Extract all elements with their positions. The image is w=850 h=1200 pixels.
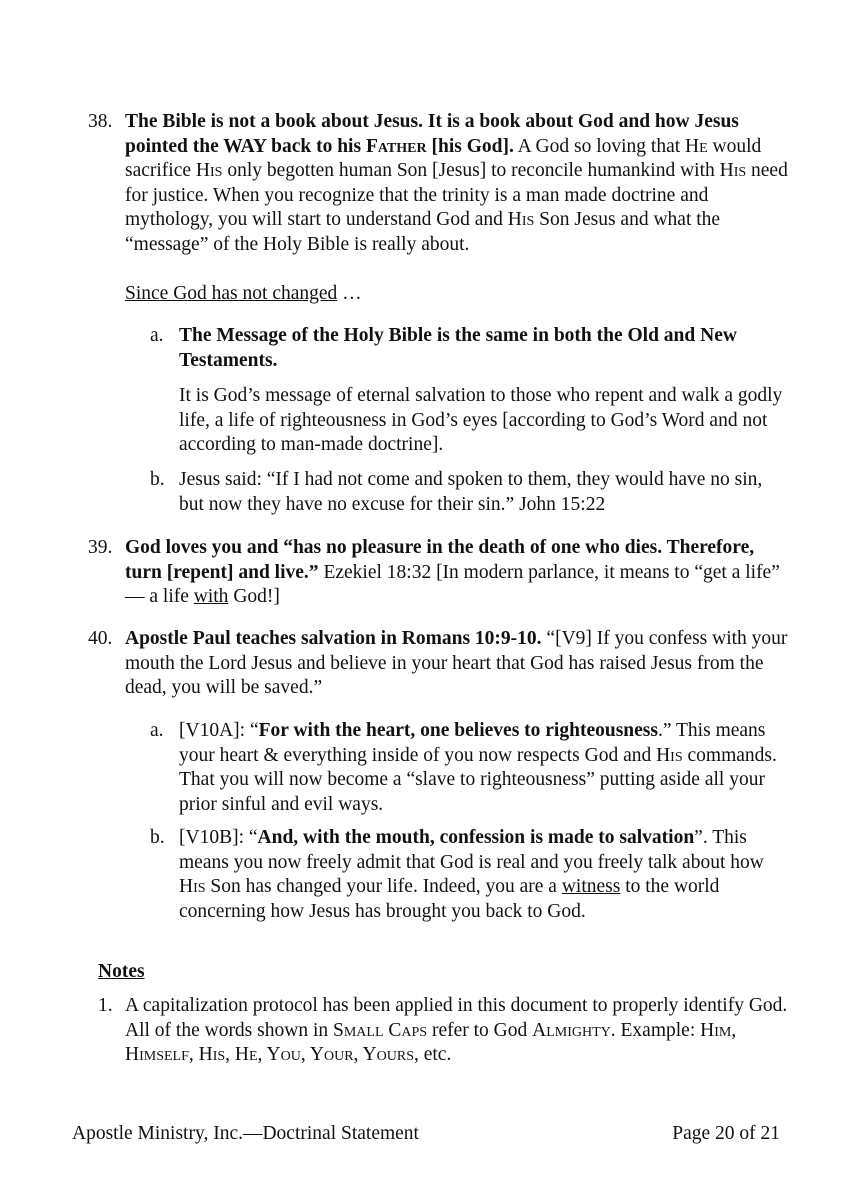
underlined-text: witness: [561, 876, 621, 897]
small-caps-text: Father: [365, 135, 427, 157]
item-number: 40.: [88, 628, 113, 649]
bold-text: The Bible is not a book about Jesus. It is a book about God and how Jesus pointed the WAY back to his: [125, 111, 739, 157]
sub-heading: The Message of the Holy Bible is the same in both the Old and New Testaments.: [179, 325, 737, 371]
body-text: commands. That you will now become a “slave to righteousness” putting aside all your prior sinful and evil ways.: [179, 744, 777, 815]
bold-text: For with the heart, one believes to righteousness: [258, 720, 658, 741]
sub-item-40a: [150, 719, 790, 817]
sub-item-38b: [150, 468, 790, 517]
body-text: Ezekiel 18:32 [In modern parlance, it means to “get a life” — a life: [125, 561, 780, 607]
body-text: , etc.: [413, 1044, 452, 1065]
body-text: Son Jesus and what the “message” of the Holy Bible is really about.: [125, 209, 721, 255]
small-caps-text: Small Caps: [333, 1019, 428, 1041]
body-text: A capitalization protocol has been applied in this document to properly identify God. All of the words shown in: [125, 995, 788, 1041]
body-text: ”. This means you now freely admit that God is real and you freely talk about how: [179, 827, 764, 873]
note-item-1: [88, 994, 788, 1068]
body-text: need for justice. When you recognize that the trinity is a man made doctrine and mythology, you will start to understand God and: [125, 160, 788, 230]
paragraph: Jesus said: “If I had not come and spoken to them, they would have no sin, but now they have no excuse for their sin.” John 15:22: [179, 469, 763, 515]
sub-item-letter: b.: [150, 469, 165, 490]
body-text: refer to God: [427, 1019, 533, 1041]
body-text: [V10A]: “: [179, 720, 259, 741]
sub-item-38a: [150, 324, 790, 373]
body-text: [V10B]: “: [179, 827, 258, 848]
item-number: 1.: [98, 995, 113, 1016]
body-text: Son has changed your life. Indeed, you are a: [205, 876, 562, 897]
small-caps-text: His: [507, 209, 535, 230]
body-text: . Example:: [610, 1019, 701, 1041]
paragraph: It is God’s message of eternal salvation to those who repent and walk a godly life, a life of righteousness in God’s eyes [according to God’s Word and not according to man-made doctrine].: [179, 385, 783, 455]
underlined-text: with: [193, 586, 229, 607]
small-caps-text: He: [685, 135, 708, 157]
body-text: would sacrifice: [125, 135, 762, 181]
body-text: to the world concerning how Jesus has brought you back to God.: [179, 876, 720, 922]
bold-text: Apostle Paul teaches salvation in Romans 10:9-10.: [125, 628, 542, 649]
small-caps-text: His: [179, 876, 206, 897]
since-line: [125, 282, 362, 307]
body-text: only begotten human Son [Jesus] to reconcile humankind with: [222, 160, 720, 181]
sub-item-letter: a.: [150, 325, 164, 346]
small-caps-text: Him, Himself, His, He, You, Your, Yours: [125, 1019, 737, 1065]
list-item-39: [88, 536, 788, 610]
list-item-38: [88, 110, 788, 257]
sub-item-letter: b.: [150, 827, 165, 848]
body-text: “[V9] If you confess with your mouth the Lord Jesus and believe in your heart that God has raised Jesus from the dead, you will be saved.”: [125, 628, 788, 698]
small-caps-text: Almighty: [532, 1019, 611, 1041]
small-caps-text: His: [656, 744, 683, 766]
bold-text: [his God].: [426, 135, 514, 157]
sub-item-40b: [150, 826, 790, 924]
body-text: A God so loving that: [513, 135, 686, 157]
body-text: …: [337, 283, 362, 304]
small-caps-text: His: [719, 160, 747, 181]
small-caps-text: His: [195, 160, 223, 181]
notes-heading: Notes: [98, 961, 145, 982]
sub-item-letter: a.: [150, 720, 164, 741]
list-item-40: [88, 627, 788, 701]
body-text: .” This means your heart & everything inside of you now respects God and: [179, 720, 766, 766]
item-number: 39.: [88, 537, 113, 558]
body-text: God!]: [228, 586, 280, 607]
item-body: [125, 110, 788, 257]
bold-text: God loves you and “has no pleasure in the death of one who dies. Therefore, turn [repent] and live.”: [125, 537, 755, 583]
underlined-text: Since God has not changed: [125, 283, 338, 304]
item-number: 38.: [88, 111, 113, 132]
sub-item-38a-para: [150, 384, 790, 458]
page-number: Page 20 of 21: [672, 1123, 780, 1144]
bold-text: And, with the mouth, confession is made to salvation: [257, 827, 695, 848]
footer-title: Apostle Ministry, Inc.—Doctrinal Statement: [72, 1123, 419, 1144]
